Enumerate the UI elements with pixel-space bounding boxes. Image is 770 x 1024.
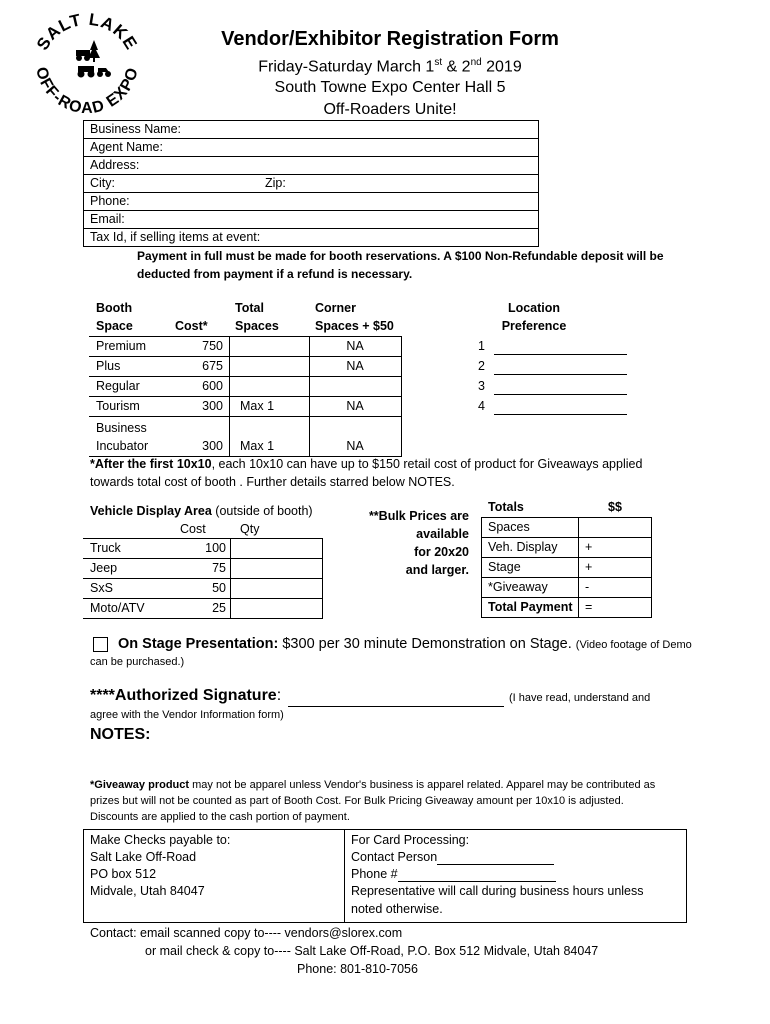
card-phone-label: Phone #: [351, 867, 398, 881]
after-note-bold: *After the first 10x10: [90, 457, 212, 471]
vehicle-name: Jeep: [90, 561, 118, 575]
logo-top-text: SALT LAKE: [32, 10, 142, 54]
location-num-2: 2: [478, 359, 485, 373]
booth-name-line-1: Business: [96, 421, 147, 435]
checks-line-1: Make Checks payable to:: [90, 833, 231, 847]
checks-line-4: Midvale, Utah 84047: [90, 884, 205, 898]
booth-name-line-2: Incubator: [96, 439, 149, 453]
totals-spaces-label: Spaces: [488, 520, 530, 534]
location-input-2[interactable]: [494, 374, 627, 375]
stage-checkbox[interactable]: [93, 637, 108, 652]
address-field[interactable]: Address:: [90, 158, 140, 172]
vehicle-title-rest: (outside of booth): [211, 504, 313, 518]
booth-name: Regular: [96, 379, 140, 393]
signature-label-text: ****Authorized Signature: [90, 687, 277, 704]
location-input-1[interactable]: [494, 354, 627, 355]
business-name-field[interactable]: Business Name:: [90, 122, 182, 136]
cost-header: Cost*: [175, 319, 208, 333]
dollars-header: $$: [608, 500, 622, 514]
space-header: Space: [96, 319, 133, 333]
booth-cost: 675: [202, 359, 223, 373]
totals-vehicle-op[interactable]: +: [585, 540, 593, 554]
svg-text:SALT LAKE: [33, 10, 141, 53]
booth-name: Premium: [96, 339, 147, 353]
booth-corner[interactable]: NA: [346, 359, 364, 373]
card-contact-label: Contact Person: [351, 850, 438, 864]
booth-name: Plus: [96, 359, 121, 373]
booth-cost: 750: [202, 339, 223, 353]
vehicle-cost: 50: [212, 581, 226, 595]
spaces-header: Spaces: [235, 319, 279, 333]
totals-stage-label: Stage: [488, 560, 521, 574]
location-input-4[interactable]: [494, 414, 627, 415]
giveaway-line-3: Discounts are applied to the cash portion of payment.: [90, 811, 350, 823]
after-note-line-2: towards total cost of booth . Further details starred below NOTES.: [90, 475, 455, 489]
event-date-suffix: 2019: [481, 58, 522, 76]
after-note-line-1: [90, 457, 642, 471]
totals-header: Totals: [488, 500, 524, 514]
bulk-line-4: and larger.: [405, 563, 469, 577]
logo: [28, 10, 146, 122]
date-sup-2: nd: [470, 57, 482, 68]
totals-payment-op[interactable]: =: [585, 600, 593, 614]
form-title: Vendor/Exhibitor Registration Form: [221, 28, 559, 50]
zip-field[interactable]: Zip:: [265, 176, 286, 190]
vehicle-cost-header: Cost: [180, 522, 206, 536]
vehicle-title-bold: Vehicle Display Area: [90, 504, 212, 518]
totals-stage-op[interactable]: +: [585, 560, 593, 574]
card-line-4: Representative will call during business hours unless: [351, 884, 644, 898]
phone-field[interactable]: Phone:: [90, 194, 130, 208]
logo-graphic: [28, 10, 146, 122]
stage-line-2: can be purchased.): [90, 656, 185, 668]
bulk-line-1: **Bulk Prices are: [368, 509, 469, 523]
bulk-line-2: available: [416, 527, 469, 541]
card-line-5: noted otherwise.: [351, 902, 443, 916]
svg-text:OFF-ROAD EXPO: [32, 65, 142, 117]
booth-total[interactable]: Max 1: [240, 399, 275, 413]
signature-input[interactable]: [288, 706, 504, 707]
logo-bottom-text: OFF-ROAD EXPO: [32, 65, 142, 118]
stage-label: On Stage Presentation:: [118, 636, 279, 652]
location-num-4: 4: [478, 399, 485, 413]
giveaway-bold: *Giveaway product: [90, 779, 190, 791]
booth-corner[interactable]: NA: [346, 439, 364, 453]
contact-line-3: Phone: 801-810-7056: [297, 962, 418, 976]
payment-note-line-1: Payment in full must be made for booth reservations. A $100 Non-Refundable deposit will be: [137, 249, 664, 263]
totals-vehicle-label: Veh. Display: [488, 540, 558, 554]
stage-line-1: [118, 636, 692, 652]
booth-corner[interactable]: NA: [346, 399, 364, 413]
location-input-3[interactable]: [494, 394, 627, 395]
after-note-rest: , each 10x10 can have up to $150 retail cost of product for Giveaways applied: [211, 457, 643, 471]
card-line-1: For Card Processing:: [351, 833, 470, 847]
giveaway-rest: may not be apparel unless Vendor's business is apparel related. Apparel may be contributed as: [189, 779, 656, 791]
event-date-prefix: Friday-Saturday March 1: [258, 58, 435, 76]
agent-name-field[interactable]: Agent Name:: [90, 140, 163, 154]
card-contact-input[interactable]: [437, 864, 554, 865]
vehicle-cost: 25: [212, 601, 226, 615]
payment-note-line-2: deducted from payment if a refund is necessary.: [137, 267, 413, 281]
card-phone-input[interactable]: [398, 881, 556, 882]
location-num-3: 3: [478, 379, 485, 393]
booth-cost: 300: [202, 399, 223, 413]
preference-header: Preference: [501, 319, 567, 333]
contact-line-1: Contact: email scanned copy to---- vendors@slorex.com: [90, 926, 403, 940]
total-header: Total: [235, 301, 264, 315]
contact-line-2: or mail check & copy to---- Salt Lake Off-Road, P.O. Box 512 Midvale, Utah 84047: [145, 944, 599, 958]
booth-corner[interactable]: NA: [346, 339, 364, 353]
booth-cost: 600: [202, 379, 223, 393]
event-venue: South Towne Expo Center Hall 5: [274, 79, 506, 96]
vehicle-name: Truck: [90, 541, 121, 555]
corner-spaces-header: Spaces + $50: [315, 319, 394, 333]
booth-header: Booth: [96, 301, 133, 315]
logo-vehicles-icon: [76, 40, 111, 78]
signature-note-2: agree with the Vendor Information form): [90, 709, 284, 721]
giveaway-line-1: [90, 779, 655, 791]
totals-giveaway-op[interactable]: -: [585, 580, 590, 594]
date-sup-1: st: [434, 57, 443, 68]
booth-total[interactable]: Max 1: [240, 439, 275, 453]
checks-line-3: PO box 512: [90, 867, 157, 881]
totals-payment-label: Total Payment: [488, 600, 573, 614]
signature-note: (I have read, understand and: [509, 692, 651, 704]
totals-giveaway-label: *Giveaway: [488, 580, 548, 594]
event-date: [180, 57, 600, 76]
stage-text: $300 per 30 minute Demonstration on Stage.: [278, 636, 572, 652]
checks-line-2: Salt Lake Off-Road: [90, 850, 197, 864]
bulk-line-3: for 20x20: [414, 545, 469, 559]
city-field[interactable]: City:: [90, 176, 115, 190]
corner-header: Corner: [315, 301, 356, 315]
event-tagline: Off-Roaders Unite!: [323, 101, 457, 118]
vehicle-cost: 75: [212, 561, 226, 575]
notes-title: NOTES:: [90, 726, 151, 743]
location-header: Location: [507, 301, 561, 315]
tax-id-field[interactable]: Tax Id, if selling items at event:: [90, 230, 261, 244]
email-field[interactable]: Email:: [90, 212, 125, 226]
signature-colon: :: [276, 687, 282, 704]
vehicle-qty-header: Qty: [240, 522, 260, 536]
vehicle-name: Moto/ATV: [90, 601, 145, 615]
location-num-1: 1: [478, 339, 485, 353]
stage-small: (Video footage of Demo: [575, 639, 692, 651]
vehicle-cost: 100: [205, 541, 226, 555]
booth-cost: 300: [202, 439, 223, 453]
event-date-mid: & 2: [442, 58, 471, 76]
giveaway-line-2: prizes but will not be counted as part of Booth Cost. For Bulk Pricing Giveaway amount per 10x10 is adjusted.: [90, 795, 624, 807]
signature-label: [90, 687, 281, 705]
booth-name: Tourism: [96, 399, 140, 413]
vehicle-name: SxS: [90, 581, 113, 595]
vehicle-title: [90, 504, 313, 518]
